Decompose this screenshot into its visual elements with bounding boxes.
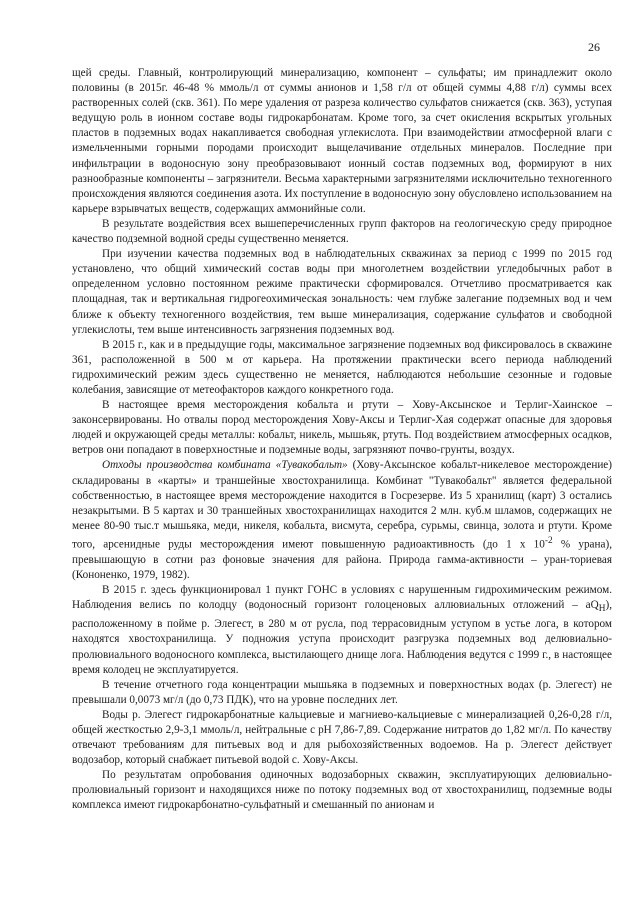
paragraph-3: При изучении качества подземных вод в наблюдательных скважинах за период с 1999 по 2015 год установлено, что общий химический состав воды при многолетнем воздействии угледобычных работ в определенном условно постоянном режиме практически сформировался. Отчетливо просматривается как площадная, так и вертикальная гидрогеохимическая зональность: чем глубже залегание подземных вод и чем ближе к объекту техногенного воздействия, тем выше минерализация, содержание сульфатов и свободной углекислоты, тем выше интенсивность загрязнения подземных вод. <box>72 248 612 336</box>
paragraph-2: В результате воздействия всех вышеперечисленных групп факторов на геологическую среду природное качество подземной водной среды существенно меняется. <box>72 217 612 246</box>
paragraph-6-exponent: -2 <box>544 535 553 546</box>
paragraph-9: Воды р. Элегест гидрокарбонатные кальциевые и магниево-кальциевые с минерализацией 0,26-0,28 г/л, общей жесткостью 2,9-3,1 ммоль/л, нейтральные с pH 7,86-7,89. Содержание нитратов до 1,82 мг/л. По качеству отвечают требованиям для питьевых вод и для рыбохозяйственных водоемов. На р. Элегест действует водозабор, который снабжает питьевой водой с. Хову-Аксы. <box>72 708 612 767</box>
paragraph-7-text-a: В 2015 г. здесь функционировал 1 пункт ГОНС в условиях с нарушенным гидрохимическим режимом. Наблюдения велись по колодцу (водоносный горизонт голоценовых аллювиальных отложений – aQ <box>72 583 612 612</box>
paragraph-6 <box>72 458 612 582</box>
paragraph-5: В настоящее время месторождения кобальта и ртути – Хову-Аксынское и Терлиг-Хаинское – законсервированы. Но отвалы пород месторождения Хову-Аксы и Терлиг-Хая содержат опасные для здоровья людей и окружающей среды металлы: кобальт, никель, мышьяк, ртуть. Под воздействием атмосферных осадков, ветров они попадают в поверхностные и подземные воды, загрязняют почво-грунты, воздух. <box>72 399 612 457</box>
paragraph-6-text-a: (Хову-Аксынское кобальт-никелевое месторождение) складированы в «карты» и траншейные хвостохранилища. Комбинат "Тувакобальт" является федеральной собственностью, в настоящее время месторождение находится в Госрезерве. Из 5 хранилищ (карт) 3 остались незакрытыми. В 5 картах и 30 траншейных хвостохранилищах находится 2 млн. куб.м шламов, содержащих не менее 80-90 тыс.т мышьяка, меди, никеля, кобальта, висмута, серебра, сурьмы, свинца, золота и ртути. Кроме того, арсенидные руды месторождения имеют повышенную радиоактивность (до 1 x 10 <box>72 459 612 551</box>
paragraph-6-text-b: % урана), превышающую в сотни раз фоновые значения для района. Природа гамма-активности – уран-ториевая (Кононенко, 1979, 1982). <box>72 538 612 581</box>
paragraph-7 <box>72 583 612 678</box>
paragraph-7-text-b: ), расположенному в пойме р. Элегест, в 280 м от русла, под террасовидным уступом в устье лога, в котором находятся хвостохранилища. У подножия уступа происходит разгрузка подземных вод делювиально-пролювиального водоносного комплекса, выстилающего днище лога. Наблюдения ведутся с 1999 г., в настоящее время колодец не эксплуатируется. <box>72 599 612 676</box>
paragraph-10: По результатам опробования одиночных водозаборных скважин, эксплуатирующих делювиально-пролювиальный горизонт и находящихся ниже по потоку подземных вод от хвостохранилищ, подземные воды комплекса имеют гидрокарбонатно-сульфатный и смешанный по анионам и <box>72 769 612 812</box>
paragraph-1: щей среды. Главный, контролирующий минерализацию, компонент – сульфаты; им принадлежит около половины (в 2015г. 46-48 % ммоль/л от суммы анионов и 1,58 г/л от общей суммы 4,88 г/л) суммы всех растворенных солей (скв. 361). По мере удаления от разреза количество сульфатов снижается (скв. 363), уступая ведущую роль в ионном составе воды гидрокарбонатам. Кроме того, за счет окисления вскрытых угольных пластов в подземных водах накапливается свободная углекислота. При взаимодействии атмосферной влаги с измельченными горными породами происходит выщелачивание отдельных минералов. Последние при инфильтрации в водоносную зону преобразовывают ионный состав подземных вод, формируют в них разнообразные компоненты – загрязнители. Весьма характерными загрязнителями исключительно техногенного происхождения являются соединения азота. Их поступление в водоносную зону обусловлено использованием на карьере взрывчатых веществ, содержащих аммонийные соли. <box>72 67 612 215</box>
page-number: 26 <box>588 40 600 54</box>
paragraph-8: В течение отчетного года концентрации мышьяка в подземных и поверхностных водах (р. Элегест) не превышали 0,0073 мг/л (до 0,73 ПДК), что на уровне последних лет. <box>72 678 612 706</box>
paragraph-6-italic-lead: Отходы производства комбината «Тувакобальт» <box>102 459 348 472</box>
paragraph-4: В 2015 г., как и в предыдущие годы, максимальное загрязнение подземных вод фиксировалось в скважине 361, расположенной в 500 м от карьера. На протяжении практически всего периода наблюдений гидрохимический режим здесь существенно не меняется, наблюдаются небольшие сезонные и годовые колебания, зависящие от метеофакторов каждого конкретного года. <box>72 338 612 396</box>
paragraph-7-subscript: H <box>598 604 606 615</box>
page-body <box>72 66 612 814</box>
